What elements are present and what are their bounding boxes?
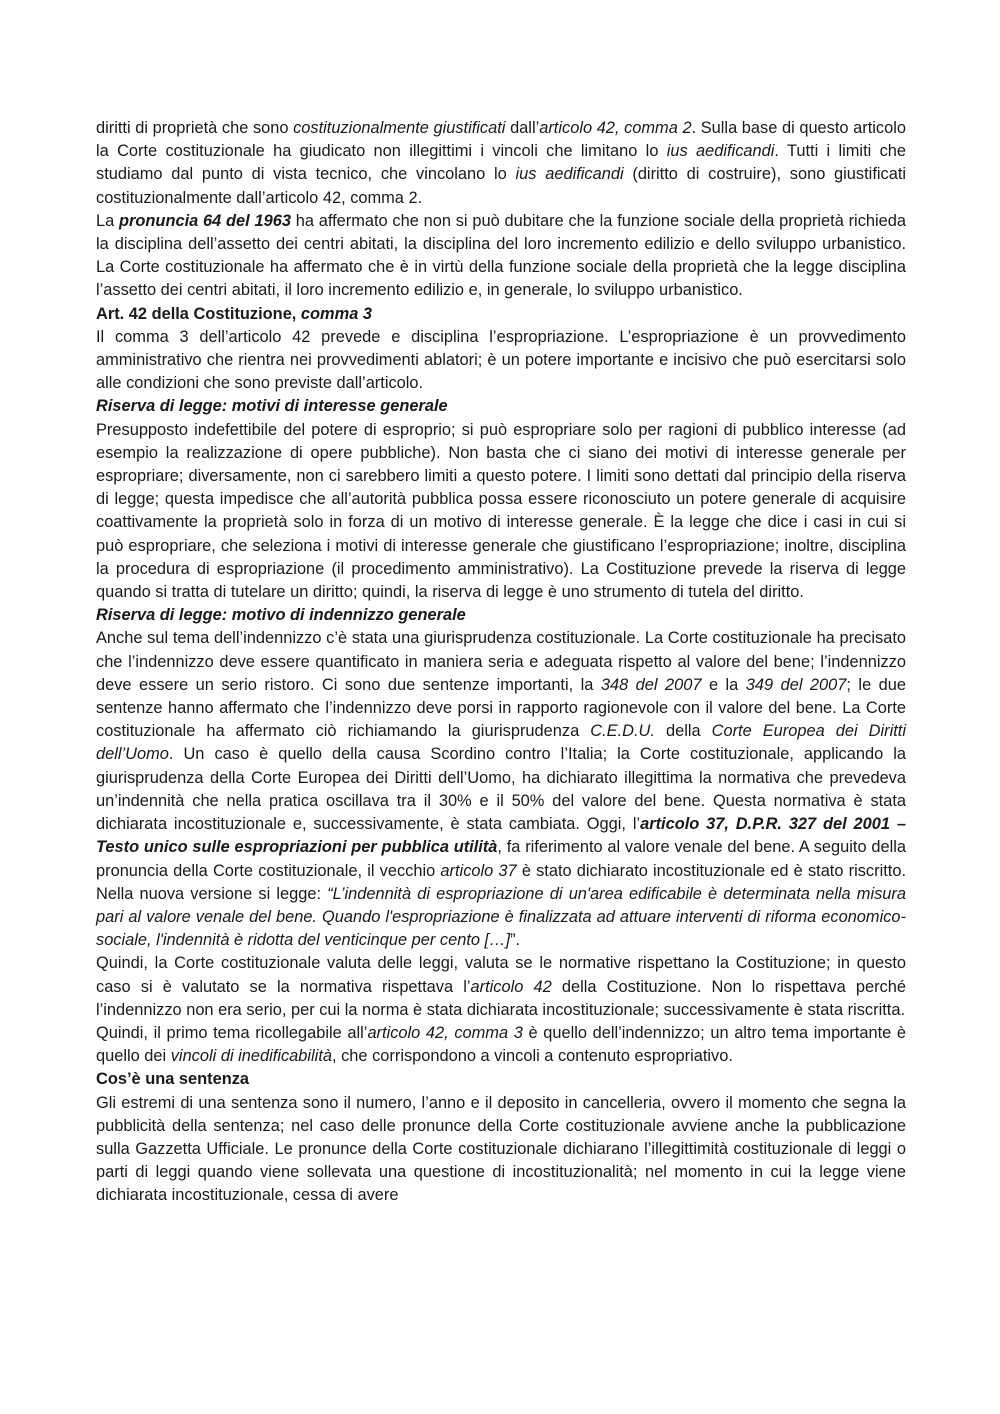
text-run: pronuncia 64 del 1963 bbox=[119, 211, 291, 230]
paragraph bbox=[96, 627, 906, 952]
paragraph bbox=[96, 210, 906, 303]
text-run: C.E.D.U. bbox=[590, 722, 655, 741]
text-run: ; le due sentenze hanno affermato che l’indennizzo deve porsi in rapporto ragionevole con il valore del bene. La Corte costituzionale ha affermato ciò richiamando la giurisprudenza bbox=[96, 675, 906, 741]
text-run: Presupposto indefettibile del potere di esproprio; si può espropriare solo per ragioni di pubblico interesse (ad esempio la realizzazione di opere pubbliche). Non basta che ci siano dei motivi di interesse generale per espropriare; diversamente, non ci sarebbero limiti a questo potere. I limiti sono dettati dal principio della riserva di legge; questa impedisce che all’autorità pubblica possa essere riconosciuto un potere generale di acquisire coattivamente la proprietà solo in forza di un motivo di interesse generale. È la legge che dice i casi in cui si può espropriare, che seleziona i motivi di interesse generale che giustificano l’espropriazione; inoltre, disciplina la procedura di espropriazione (il procedimento amministrativo). La Costituzione prevede la riserva di legge quando si tratta di tutelare un diritto; quindi, la riserva di legge è uno strumento di tutela del diritto. bbox=[96, 420, 906, 602]
text-run: , fa riferimento al valore venale del bene. A seguito della pronuncia della Corte costituzionale, il vecchio bbox=[96, 838, 906, 880]
section-heading bbox=[96, 1068, 906, 1091]
paragraph bbox=[96, 1022, 906, 1068]
text-run: articolo 37 bbox=[440, 861, 517, 880]
text-run: La bbox=[96, 211, 120, 230]
subsection-heading bbox=[96, 395, 906, 418]
text-run: ius aedificandi bbox=[515, 165, 624, 184]
text-run: è quello dell’indennizzo; un altro tema importante è quello dei bbox=[96, 1023, 906, 1066]
text-run: 348 del 2007 bbox=[600, 675, 702, 694]
paragraph bbox=[96, 117, 906, 210]
text-run: Anche sul tema dell’indennizzo c’è stata una giurisprudenza costituzionale. La Corte costituzionale ha precisato che l’indennizzo deve essere quantificato in maniera seria e adeguata rispetto al valore del bene; l’indennizzo deve essere un serio ristoro. Ci sono due sentenze importanti, la bbox=[96, 629, 906, 694]
text-run: Riserva di legge: motivi di interesse generale bbox=[96, 397, 448, 416]
text-run: ius aedificandi bbox=[666, 142, 775, 161]
text-run: Cos’è una sentenza bbox=[96, 1070, 250, 1089]
text-run: articolo 42 bbox=[470, 977, 552, 996]
text-run: Quindi, il primo tema ricollegabile all’ bbox=[96, 1023, 368, 1042]
text-run: Corte Europea dei Diritti dell’Uomo bbox=[96, 722, 906, 764]
text-run: articolo 42, comma 3 bbox=[367, 1023, 523, 1042]
text-run: Art. 42 della Costituzione, bbox=[96, 304, 301, 323]
text-run: Gli estremi di una sentenza sono il numero, l’anno e il deposito in cancelleria, ovvero il momento che segna la pubblicità della sentenza; nel caso delle pronunce della Corte costituzionale avviene anche la pubblicazione sulla Gazzetta Ufficiale. Le pronunce della Corte costituzionale dichiarano l’illegittimità costituzionale di leggi o parti di leggi quando viene sollevata una questione di incostituzionalità; nel momento in cui la legge viene dichiarata incostituzionale, cessa di avere bbox=[96, 1093, 906, 1205]
text-run: della Costituzione. Non lo rispettava perché l’indennizzo non era serio, per cui la norma è stata dichiarata incostituzionale; successivamente è stata riscritta. bbox=[96, 977, 906, 1019]
text-run: costituzionalmente giustificati bbox=[293, 119, 506, 137]
text-run: . Sulla base di questo articolo la Corte costituzionale ha giudicato non illegittimi i vincoli che limitano lo bbox=[96, 119, 906, 161]
paragraph bbox=[96, 326, 906, 396]
paragraph bbox=[96, 1092, 906, 1208]
text-run: articolo 37, D.P.R. 327 del 2001 – Testo unico sulle espropriazioni per pubblica utilità bbox=[96, 815, 906, 857]
text-run: 349 del 2007 bbox=[745, 675, 847, 694]
text-run: Il comma 3 dell’articolo 42 prevede e disciplina l’espropriazione. L’espropriazione è un provvedimento amministrativo che rientra nei provvedimenti ablatori; è un potere importante e incisivo che può esercitarsi solo alle condizioni che sono previste dall’articolo. bbox=[96, 327, 906, 393]
subsection-heading bbox=[96, 604, 906, 627]
paragraph bbox=[96, 419, 906, 605]
text-run: . Un caso è quello della causa Scordino contro l’Italia; la Corte costituzionale, applicando la giurisprudenza della Corte Europea dei Diritti dell’Uomo, ha dichiarato illegittima la normativa che prevedeva un’indennità che nella pratica oscillava tra il 30% e il 50% del valore del bene. Questa normativa è stata dichiarata incostituzionale e, successivamente, è stata cambiata. Oggi, l’ bbox=[96, 745, 906, 834]
text-run: “L’indennità di espropriazione di un'area edificabile è determinata nella misura pari al valore venale del bene. Quando l'espropriazione è finalizzata ad attuare interventi di riforma economico-sociale, l'indennità è ridotta del venticinque per cento […] bbox=[96, 884, 906, 950]
text-run: diritti di proprietà che sono bbox=[96, 119, 294, 137]
section-heading bbox=[96, 303, 906, 326]
text-run: e la bbox=[701, 675, 746, 694]
text-run: Quindi, la Corte costituzionale valuta delle leggi, valuta se le normative rispettano la Costituzione; in questo caso si è valutato se la normativa rispettava l’ bbox=[96, 954, 906, 996]
text-run: ha affermato che non si può dubitare che la funzione sociale della proprietà richieda la disciplina dell’assetto dei centri abitati, la disciplina del loro incremento edilizio e dello sviluppo urbanistico. La Corte costituzionale ha affermato che è in virtù della funzione sociale della proprietà che la legge disciplina l’assetto dei centri abitati, il loro incremento edilizio e, in generale, lo sviluppo urbanistico. bbox=[96, 211, 906, 300]
text-run: dall’ bbox=[505, 119, 540, 137]
paragraph bbox=[96, 952, 906, 1022]
text-run: (diritto di costruire), sono giustificati costituzionalmente dall’articolo 42, comma 2. bbox=[96, 165, 907, 207]
document-page bbox=[96, 117, 906, 1208]
text-run: della bbox=[654, 722, 712, 741]
text-run: articolo 42, comma 2 bbox=[539, 119, 692, 137]
text-run: comma 3 bbox=[300, 304, 372, 323]
text-run: vincoli di inedificabilità bbox=[170, 1047, 332, 1066]
text-run: Riserva di legge: motivo di indennizzo generale bbox=[96, 606, 466, 625]
text-run: . Tutti i limiti che studiamo dal punto di vista tecnico, che vincolano lo bbox=[96, 142, 906, 184]
text-run: è stato dichiarato incostituzionale ed è stato riscritto. Nella nuova versione si legge: bbox=[96, 861, 907, 903]
text-run: ”. bbox=[510, 931, 521, 950]
text-run: , che corrispondono a vincoli a contenuto espropriativo. bbox=[332, 1047, 733, 1066]
